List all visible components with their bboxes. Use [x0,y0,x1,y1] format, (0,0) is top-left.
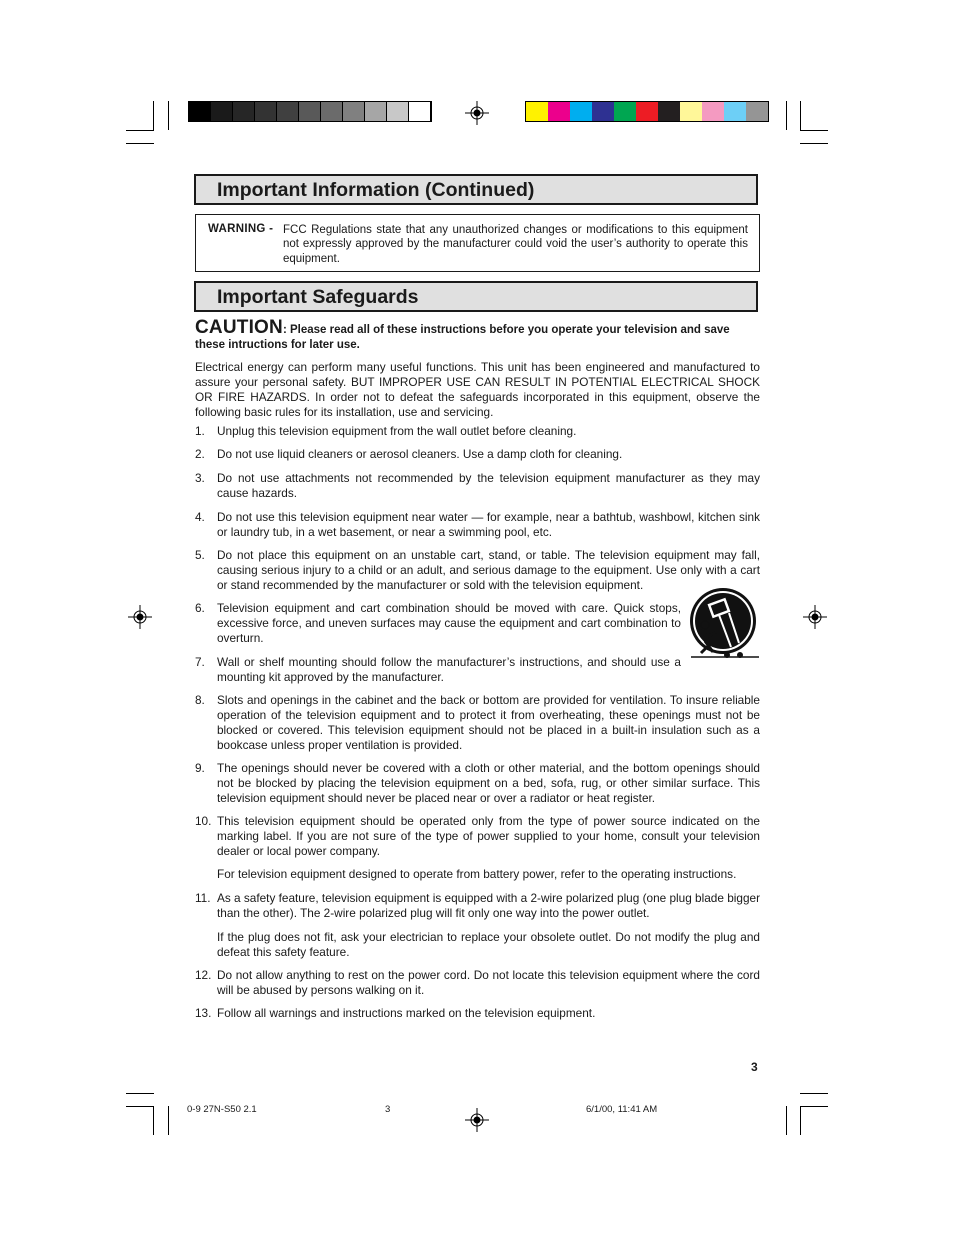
color-swatch [746,102,768,121]
crop-mark [153,101,154,130]
crop-mark [126,130,154,131]
color-swatch [592,102,614,121]
color-swatch [636,102,658,121]
color-swatch [680,102,702,121]
registration-mark-icon [128,605,152,629]
crop-mark [786,1106,787,1135]
warning-label: WARNING - [208,223,274,235]
color-swatch [702,102,724,121]
crop-mark [126,1093,154,1094]
footer-file-name: 0-9 27N-S50 2.1 [187,1104,257,1115]
color-swatch [343,102,365,121]
color-swatch [387,102,409,121]
crop-mark [168,1106,169,1135]
section-header-important-safeguards [194,281,758,312]
color-swatch [321,102,343,121]
color-swatch [658,102,680,121]
crop-mark [126,1106,154,1107]
color-swatch [233,102,255,121]
registration-mark-icon [465,1108,489,1132]
color-swatch [570,102,592,121]
process-color-bar [525,101,769,122]
crop-mark [153,1106,154,1135]
color-swatch [299,102,321,121]
color-swatch [255,102,277,121]
crop-mark [168,101,169,130]
caution-word: CAUTION [195,317,283,338]
intro-paragraph: Electrical energy can perform many useful functions. This unit has been engineered and manufactured to assure your personal safety. BUT IMPROPER USE CAN RESULT IN POTENTIAL ELECTRICAL SHOCK OR FIRE HAZARDS. In order not to defeat the safeguards incorporated in this equipment, observe the following basic rules for its installation, use and servicing. [195,360,760,419]
caution-text: : Please read all of these instructions before you operate your television and save these intructions for later use. [195,324,730,351]
crop-mark [800,1093,828,1094]
color-swatch [548,102,570,121]
registration-mark-icon [465,101,489,125]
color-swatch [526,102,548,121]
color-swatch [409,102,431,121]
color-swatch [277,102,299,121]
color-swatch [614,102,636,121]
grayscale-color-bar [188,101,432,122]
page-title: Important Information (Continued) [217,179,535,201]
caution-notice [195,317,760,352]
warning-box [195,214,760,272]
crop-mark [800,143,828,144]
list-item-note: For television equipment designed to operate from battery power, refer to the operating instructions. [217,867,737,881]
color-swatch [365,102,387,121]
crop-mark [786,101,787,130]
crop-mark [126,143,154,144]
crop-mark [800,1106,801,1135]
crop-mark [800,130,828,131]
footer-page: 3 [385,1104,391,1115]
section-header-important-information [194,174,758,205]
color-swatch [189,102,211,121]
cart-tip-over-warning-icon [683,585,761,663]
page-number: 3 [751,1060,758,1074]
warning-text: FCC Regulations state that any unauthorized changes or modifications to this equipment not expressly approved by the manufacturer could void the user’s authority to operate this equipment. [283,224,748,265]
color-swatch [724,102,746,121]
list-item-note: If the plug does not fit, ask your electrician to replace your obsolete outlet. Do not modify the plug and defeat this safety feature. [217,930,760,959]
footer-timestamp: 6/1/00, 11:41 AM [586,1104,658,1115]
crop-mark [800,1106,828,1107]
crop-mark [800,101,801,130]
color-swatch [211,102,233,121]
registration-mark-icon [803,605,827,629]
section-title: Important Safeguards [217,286,419,308]
